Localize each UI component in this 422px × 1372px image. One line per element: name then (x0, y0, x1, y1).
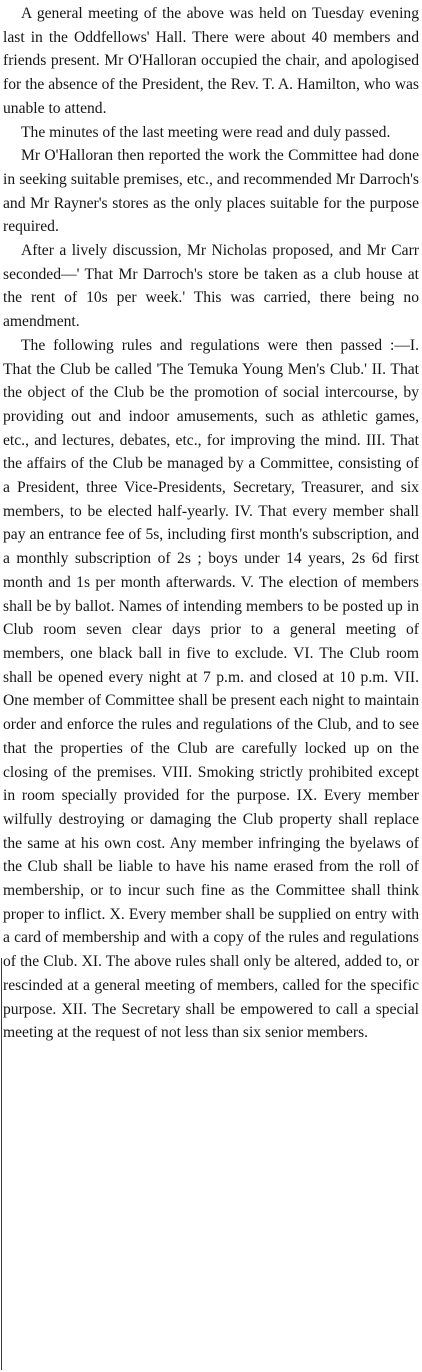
paragraph-meeting-intro: A general meeting of the above was held on Tuesday evening last in the Oddfellows' Hall. There were about 40 members and friends present. Mr O'Halloran occupied the chair, and apologised for the absence of the President, the Rev. T. A. Hamilton, who was unable to attend. (3, 5, 419, 117)
paragraph-club-house-motion: After a lively discussion, Mr Nicholas proposed, and Mr Carr seconded—' That Mr Darroch's store be taken as a club house at the rent of 10s per week.' This was carried, there being no amendment. (3, 242, 419, 331)
paragraph-committee-report: Mr O'Halloran then reported the work the Committee had done in seeking suitable premises, etc., and recommended Mr Darroch's and Mr Rayner's stores as the only places suitable for the purpose required. (3, 147, 419, 236)
column-rule (1, 958, 2, 1370)
article-column (3, 2, 419, 1045)
paragraph-rules-and-regulations: The following rules and regulations were then passed :—I. That the Club be called 'The Temuka Young Men's Club.' II. That the object of the Club be the promotion of social intercourse, by providing out and indoor amusements, such as athletic games, etc., and lectures, debates, etc., for improving the mind. III. That the affairs of the Club be managed by a Committee, consisting of a President, three Vice-Presidents, Secretary, Treasurer, and six members, to be elected half-yearly. IV. That every member shall pay an entrance fee of 5s, including first month's subscription, and a monthly subscription of 2s ; boys under 14 years, 2s 6d first month and 1s per month afterwards. V. The election of members shall be by ballot. Names of intending members to be posted up in Club room seven clear days prior to a general meeting of members, one black ball in five to exclude. VI. The Club room shall be opened every night at 7 p.m. and closed at 10 p.m. VII. One member of Committee shall be present each night to maintain order and enforce the rules and regulations of the Club, and to see that the properties of the Club are carefully locked up on the closing of the premises. VIII. Smoking strictly prohibited except in room specially provided for the purpose. IX. Every member wilfully destroying or damaging the Club property shall replace the same at his own cost. Any member infringing the byelaws of the Club shall be liable to have his name erased from the roll of membership, or to incur such fine as the Committee shall think proper to inflict. X. Every member shall be supplied on entry with a card of membership and with a copy of the rules and regulations of the Club. XI. The above rules shall only be altered, added to, or rescinded at a general meeting of members, called for the specific purpose. XII. The Secretary shall be empowered to call a special meeting at the request of not less than six senior members. (3, 336, 419, 1042)
paragraph-minutes: The minutes of the last meeting were read and duly passed. (21, 123, 391, 141)
